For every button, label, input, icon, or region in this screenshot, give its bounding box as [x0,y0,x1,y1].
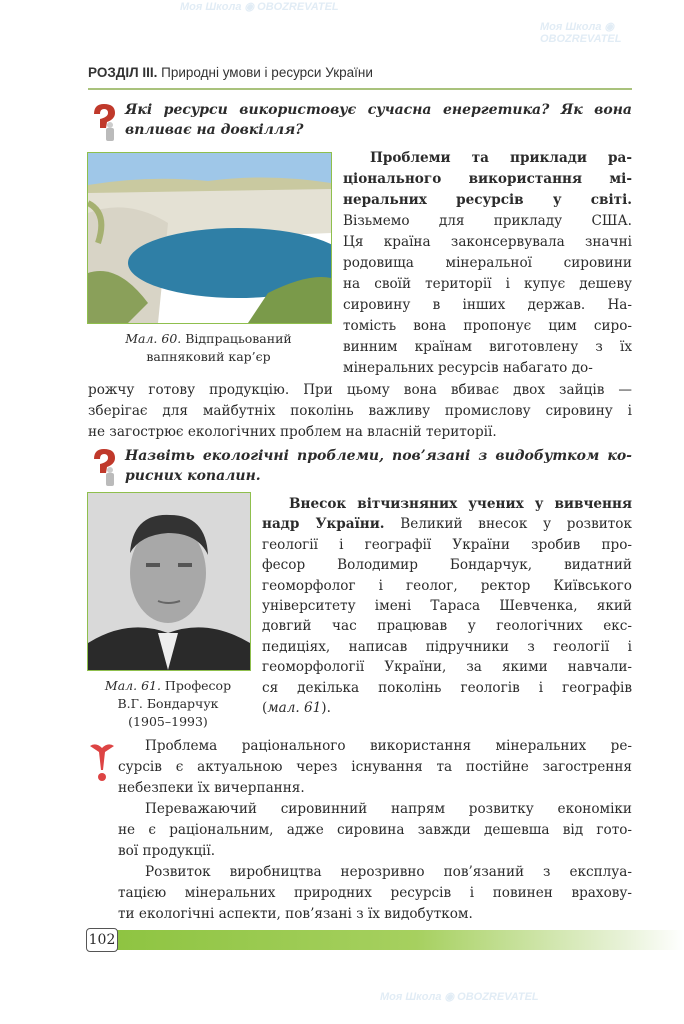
text: вої продукції. [118,843,216,859]
text-line [262,637,632,657]
text-line [343,337,632,358]
text: рожчу готову продукцію. При цьому вона вбиває двох зайців — [88,382,632,398]
paragraph-rational-use-world [343,148,632,379]
watermark: Моя Школа ◉ OBOZREVATEL [180,1,339,13]
text: рисних копалин. [125,468,261,484]
text: ( [262,700,268,717]
text-line [343,253,632,274]
text: Переважаючий сировинний напрям розвитку економіки [145,801,632,817]
exclamation-icon [88,740,116,786]
bondarchuk-portrait [87,492,251,671]
text: не є раціональним, адже сировина завжди дешевша від гото- [118,822,632,838]
text-line [118,904,632,925]
running-header [88,65,373,80]
text: В.Г. Бондарчук [117,696,219,711]
text: Назвіть екологічні проблеми, пов’язані з видобутком ко- [125,448,632,464]
bold-text: ціонального використання мі- [343,171,632,187]
text: томість вона пропонує цим сиро- [343,318,632,334]
watermark: Моя Школа ◉ OBOZREVATEL [540,21,622,45]
text: Візьмемо для прикладу США. [343,213,632,229]
conclusions [118,736,632,925]
italic-text: Мал. 60. [125,331,182,346]
text: небезпеки їх вичерпання. [118,780,305,796]
text: не загострює екологічних проблем на власній території. [88,424,497,440]
text: фесор Володимир Бондарчук, видатний [262,557,632,574]
text-line [87,695,249,713]
text-line [343,169,632,190]
text-line [118,757,632,778]
text-line [125,100,632,120]
text: університету імені Тараса Шевченка, який [262,598,632,615]
text: Розвиток виробництва нерозривно пов’язаний з експлуа- [145,864,632,880]
text-line [343,148,632,169]
text: педиціях, написав підручники з геології і [262,638,632,655]
page-number: 102 [86,928,118,952]
question-2 [125,446,632,486]
text-line [262,535,632,555]
text: родовища мінеральної сировини [343,255,632,271]
figure-60-caption [87,330,330,366]
text: сурсів є актуальною через існування та постійне загострення [118,759,632,775]
paragraph-ukrainian-scientists [262,494,632,718]
text: Відпрацьований [181,331,292,346]
text-line [88,401,632,422]
text-line [125,446,632,466]
text-line [88,380,632,401]
text: геоморфології України, за якими навчали- [262,659,632,676]
text-line [87,330,330,348]
text-line [118,820,632,841]
text: тацією мінеральних природних ресурсів і повинен врахову- [118,885,632,901]
text: Які ресурси використовує сучасна енергетика? Як вона [125,102,632,118]
text: Великий внесок у розвиток [384,516,632,533]
text: Проблема раціонального використання мінеральних ре- [145,738,632,754]
text-line [262,576,632,596]
text-line [343,316,632,337]
question-1 [125,100,632,140]
question-mark-icon [88,447,120,491]
text: зберігає для майбутніх поколінь важливу промислову сировину і [88,403,632,419]
quarry-photo [87,152,332,324]
text: геології і географії України зробив про- [262,536,632,553]
text: ). [321,700,331,717]
paragraph-rational-use-world-cont [88,380,632,443]
text-line [262,494,632,514]
text: мінеральних ресурсів набагато до- [343,360,593,376]
footer-bar [88,930,684,950]
text-line [118,883,632,904]
text-line [262,678,632,698]
text: сировину в інших держав. На- [343,297,632,313]
bold-text: Проблеми та приклади ра- [370,150,632,166]
text-line [343,190,632,211]
text: геоморфолог і геолог, ректор Київського [262,577,632,594]
text-line [87,677,249,695]
bold-text: Внесок вітчизняних учених у вивчення [289,496,632,512]
italic-text: мал. 61 [267,700,322,717]
text-line [343,274,632,295]
text-line [262,698,632,718]
text-line [125,120,632,140]
text-line [262,555,632,575]
text-line [262,596,632,616]
text-line [125,466,632,486]
text-line [118,841,632,862]
text-line [262,514,632,534]
text: винним країнам виготовлену з їх [343,339,632,355]
text-line [88,422,632,443]
text-line [343,295,632,316]
italic-text: Мал. 61. [104,678,161,693]
text-line [262,616,632,636]
text-line [343,211,632,232]
text-line [118,862,632,883]
bold-text: неральних ресурсів у світі. [343,192,632,208]
text-line [118,799,632,820]
text: Професор [160,678,232,693]
figure-61-caption [87,677,249,731]
text-line [87,713,249,731]
section-title: Природні умови і ресурси України [161,65,373,80]
text-line [118,778,632,799]
text: впливає на довкілля? [125,122,304,138]
text: (1905–1993) [128,714,208,729]
text-line [118,736,632,757]
section-label: РОЗДІЛ III. [88,65,158,80]
text-line [87,348,330,366]
text: вапняковий кар’єр [146,349,271,364]
text-line [343,358,632,379]
watermark: Моя Школа ◉ OBOZREVATEL [380,991,539,1003]
question-mark-icon [88,102,120,146]
text: ся декілька поколінь геологів і географів [262,679,632,696]
bold-text: надр України. [262,516,385,533]
header-divider [88,88,632,90]
text: Ця країна законсервувала значні [343,234,632,250]
text: ти екологічні аспекти, пов’язані з їх видобутком. [118,906,473,922]
text-line [343,232,632,253]
text-line [262,657,632,677]
text: довгий час працював у геологічних екс- [262,618,632,635]
text: на своїй території і купує дешеву [343,276,632,292]
